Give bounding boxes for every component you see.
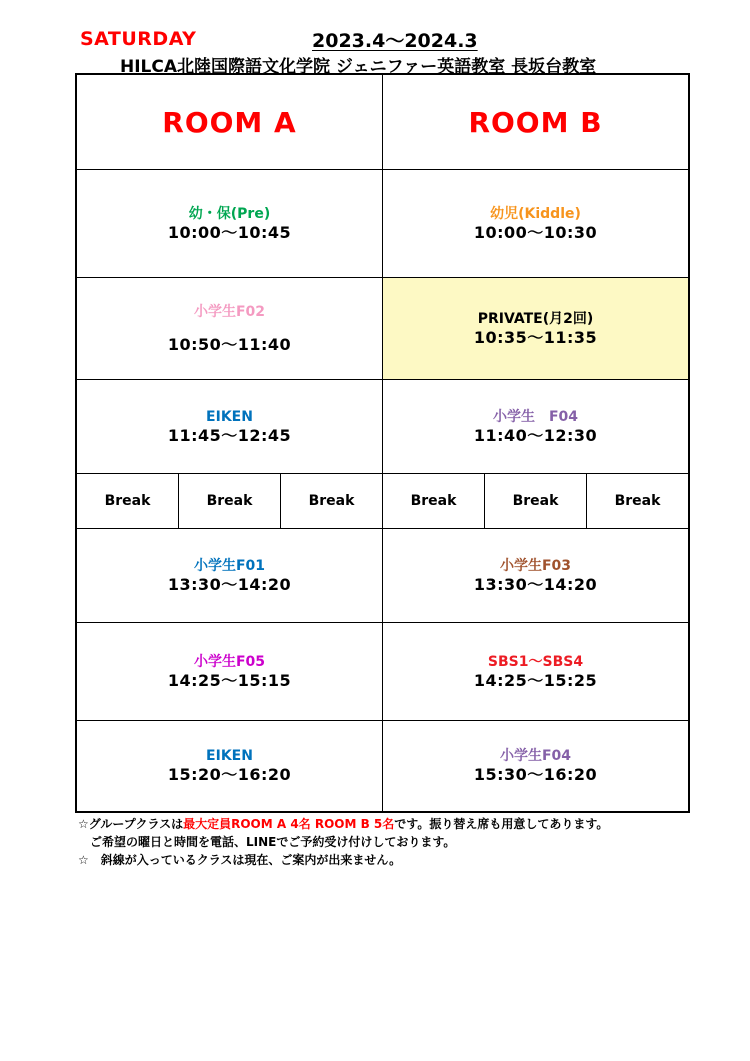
break-cell: Break [410,493,457,509]
day-label: SATURDAY [80,28,197,50]
class-time: 13:30～14:20 [167,574,292,594]
break-cell: Break [104,493,151,509]
notes [78,815,738,869]
slot-row [77,623,688,721]
class-cell-room-a [77,721,382,811]
class-cell-room-a [77,380,382,473]
note-capacity-pre: ☆グループクラスは [78,817,184,831]
break-group-room-b [382,474,688,528]
class-cell-room-b-private [382,278,688,379]
class-name: 幼児(Kiddle) [490,205,581,222]
class-time: 15:20～16:20 [167,765,292,784]
class-name: EIKEN [206,748,253,764]
note-capacity [78,815,738,833]
class-time: 14:25～15:25 [473,670,598,690]
class-name: PRIVATE(月2回) [477,310,594,327]
class-cell-room-a [77,529,382,622]
class-name: 小学生F01 [193,557,266,574]
class-time: 15:30～16:20 [473,765,598,784]
note-unavailable: ☆ 斜線が入っているクラスは現在、ご案内が出来ません。 [78,853,402,867]
class-cell-room-a [77,623,382,720]
class-time: 10:50～11:40 [167,334,292,354]
class-name: 小学生 F04 [492,408,579,425]
break-cell: Break [484,474,586,528]
slot-row [77,278,688,380]
note-reservation: ご希望の曜日と時間を電話、LINEでご予約受け付けしております。 [90,835,456,849]
class-cell-room-a [77,170,382,277]
room-a-header [77,75,382,169]
slot-row [77,170,688,278]
break-cell: Break [280,474,382,528]
class-time: 11:40～12:30 [473,425,598,445]
break-cell: Break [586,474,688,528]
class-time: 10:00～10:45 [167,222,292,242]
class-cell-room-b [382,529,688,622]
class-name: 小学生F05 [193,653,266,670]
room-a-title: ROOM A [162,105,297,139]
class-cell-room-a [77,278,382,379]
slot-row [77,529,688,623]
schedule-table [75,73,690,813]
class-name: 幼・保(Pre) [188,205,271,222]
break-group-room-a [77,474,382,528]
class-name: 小学生F02 [193,303,266,320]
school-name: HILCA北陸国際語文化学院 ジェニファー英語教室 長坂台教室 [120,57,597,77]
class-cell-room-b [382,170,688,277]
class-time: 10:00～10:30 [473,222,598,242]
class-time: 11:45～12:45 [167,425,292,445]
class-time: 13:30～14:20 [473,574,598,594]
class-cell-room-b [382,623,688,720]
class-cell-room-b [382,721,688,811]
room-header-row [77,75,688,170]
room-b-title: ROOM B [468,105,603,139]
note-capacity-post: です。振り替え席も用意してあります。 [394,817,609,831]
period-label: 2023.4～2024.3 [312,30,478,52]
note-capacity-highlight: 最大定員ROOM A 4名 ROOM B 5名 [183,817,395,831]
class-time: 10:35～11:35 [473,327,598,347]
slot-row [77,721,688,811]
class-name: SBS1～SBS4 [487,653,584,670]
room-b-header [382,75,688,169]
break-cell: Break [178,474,280,528]
slot-row [77,380,688,474]
class-time: 14:25～15:15 [167,670,292,690]
class-name: 小学生F03 [499,557,572,574]
class-cell-room-b [382,380,688,473]
break-row [77,474,688,529]
class-name: EIKEN [206,408,253,425]
class-name: 小学生F04 [499,748,572,764]
